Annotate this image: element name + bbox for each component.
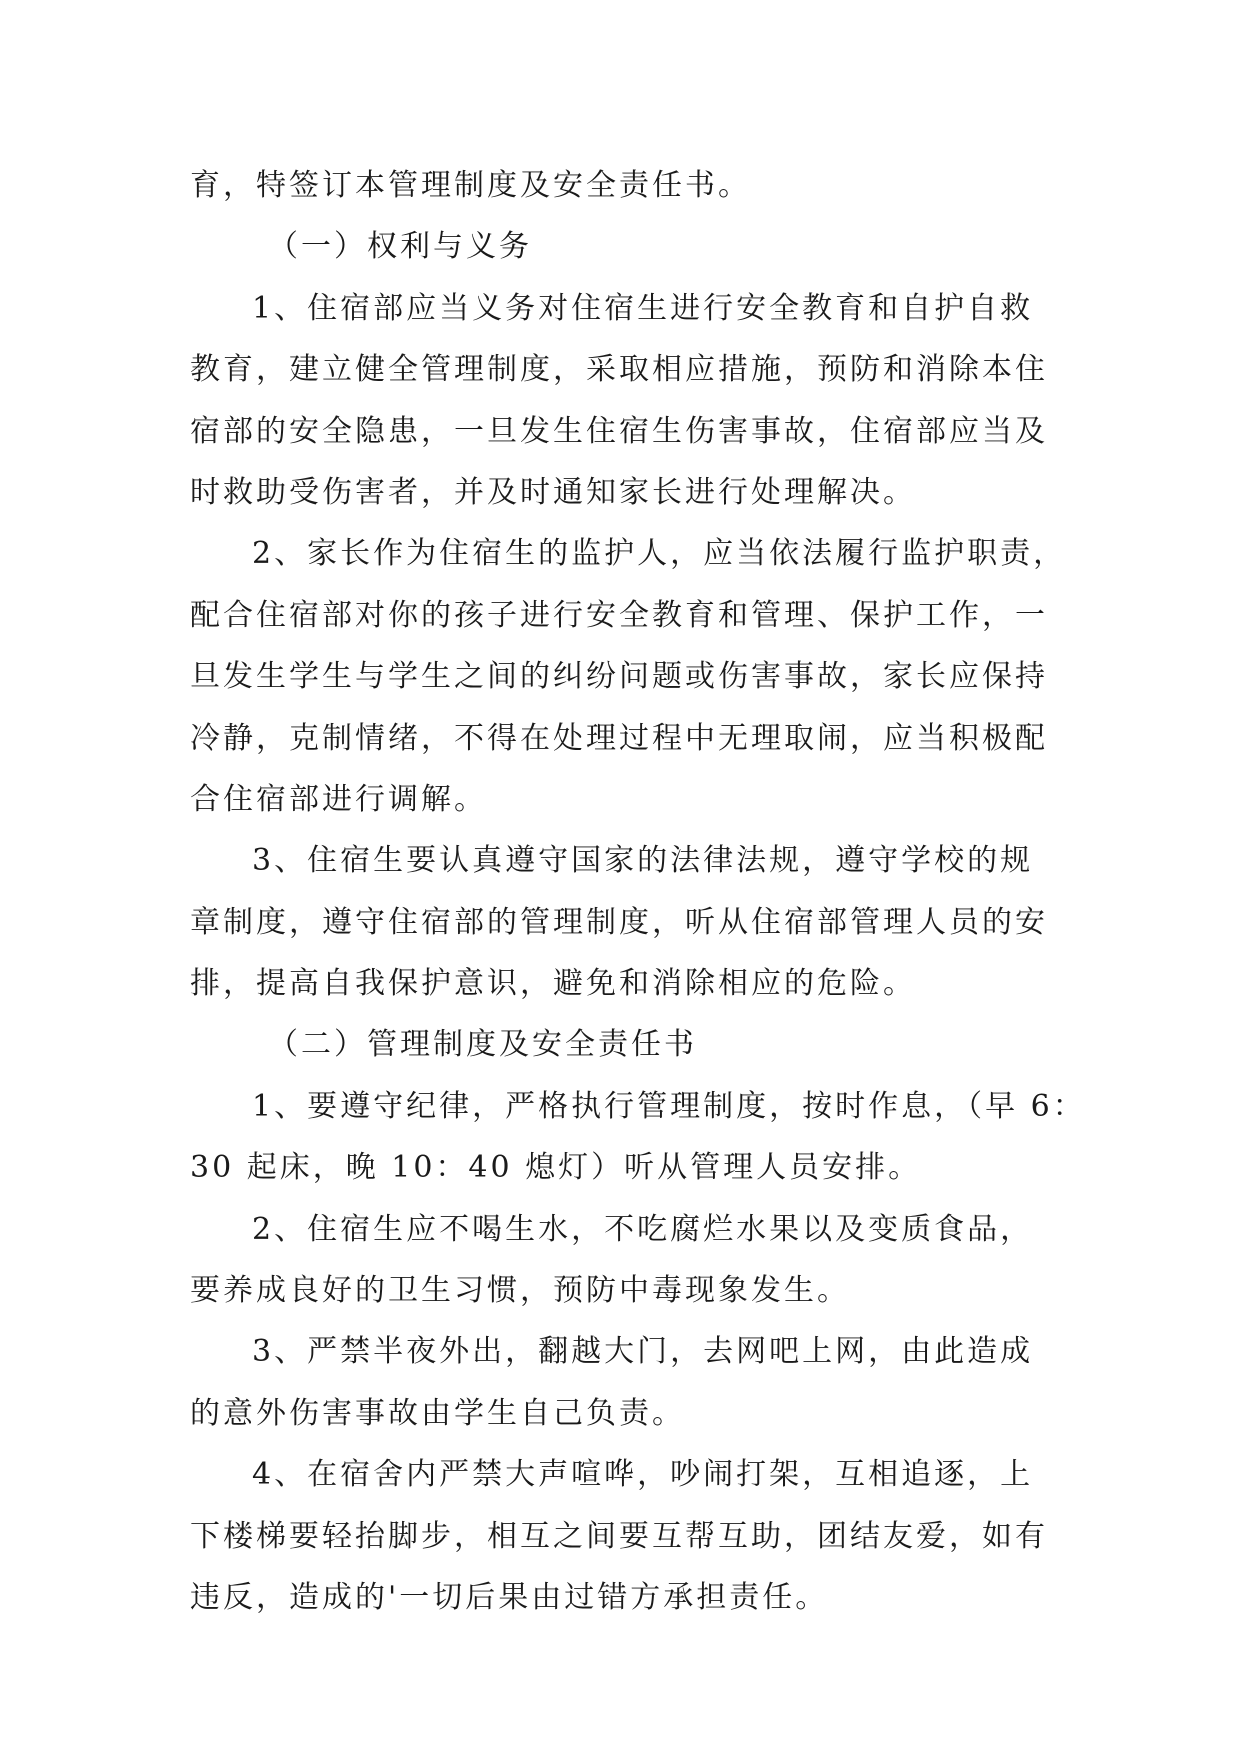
text-line: 的意外伤害事故由学生自己负责。 (190, 1395, 685, 1431)
text-line: 教育，建立健全管理制度，采取相应措施，预防和消除本住 (190, 352, 1048, 388)
paragraph-first-line: 2、住宿生应不喝生水，不吃腐烂水果以及变质食品， (252, 1211, 1034, 1247)
text-line: 排，提高自我保护意识，避免和消除相应的危险。 (190, 966, 916, 1002)
text-line: 合住宿部进行调解。 (190, 781, 487, 817)
text-line: 30 起床，晚 10：40 熄灯）听从管理人员安排。 (190, 1150, 922, 1186)
text-line: 下楼梯要轻抬脚步，相互之间要互帮互助，团结友爱，如有 (190, 1518, 1048, 1554)
text-line: 配合住宿部对你的孩子进行安全教育和管理、保护工作，一 (190, 597, 1048, 633)
text-line: 育，特签订本管理制度及安全责任书。 (190, 168, 751, 203)
paragraph-first-line: 4、在宿舍内严禁大声喧哗，吵闹打架，互相追逐，上 (252, 1457, 1034, 1493)
text-line: 冷静，克制情绪，不得在处理过程中无理取闹，应当积极配 (190, 720, 1048, 756)
paragraph-first-line: 2、家长作为住宿生的监护人，应当依法履行监护职责， (252, 536, 1067, 572)
text-line: 时救助受伤害者，并及时通知家长进行处理解决。 (190, 474, 916, 510)
text-line: 章制度，遵守住宿部的管理制度，听从住宿部管理人员的安 (190, 904, 1048, 940)
text-line: 违反，造成的'一切后果由过错方承担责任。 (190, 1579, 829, 1615)
text-line: 旦发生学生与学生之间的纠纷问题或伤害事故，家长应保持 (190, 659, 1048, 695)
paragraph-first-line: 1、要遵守纪律，严格执行管理制度，按时作息，（早 6： (252, 1088, 1086, 1124)
paragraph-first-line: 3、住宿生要认真遵守国家的法律法规，遵守学校的规 (252, 843, 1034, 879)
document-body (190, 155, 1086, 1628)
section-heading-rights-duties: （一）权利与义务 (268, 229, 532, 265)
text-line: 要养成良好的卫生习惯，预防中毒现象发生。 (190, 1273, 850, 1309)
paragraph-first-line: 3、严禁半夜外出，翻越大门，去网吧上网，由此造成 (252, 1334, 1034, 1370)
text-line: 宿部的安全隐患，一旦发生住宿生伤害事故，住宿部应当及 (190, 413, 1048, 449)
paragraph-first-line: 1、住宿部应当义务对住宿生进行安全教育和自护自救 (252, 290, 1034, 326)
section-heading-rules-responsibility: （二）管理制度及安全责任书 (268, 1027, 697, 1063)
